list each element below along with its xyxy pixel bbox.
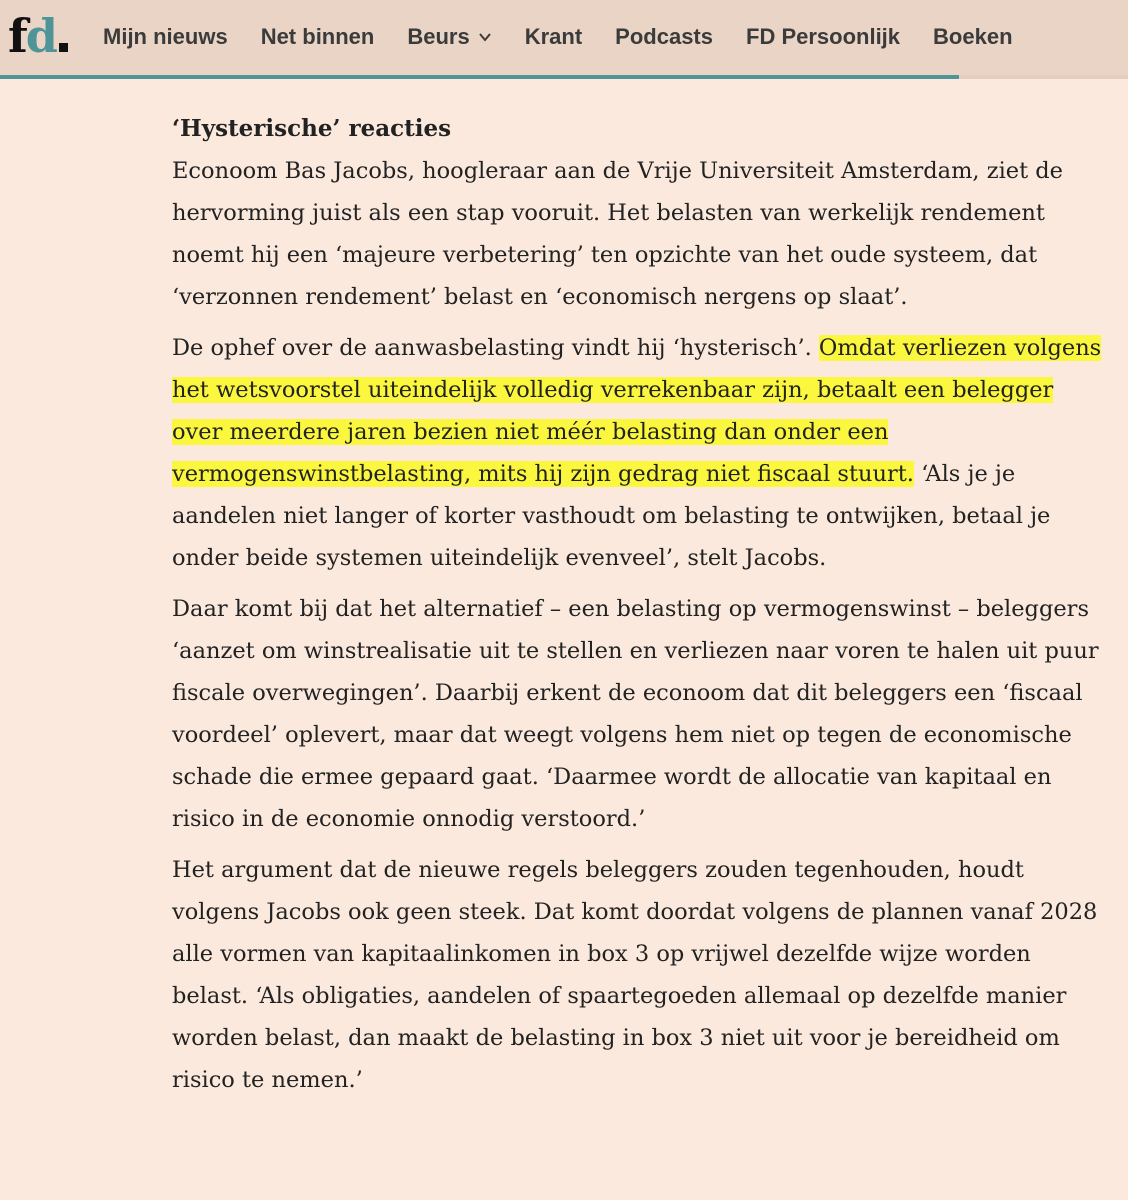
main-nav bbox=[103, 20, 1046, 54]
article-paragraph: Het argument dat de nieuwe regels beleggers zouden tegenhouden, houdt volgens Jacobs ook geen steek. Dat komt doordat volgens de plannen vanaf 2028 alle vormen van kapitaalinkomen in box 3 op vrijwel dezelfde wijze worden belast. ‘Als obligaties, aandelen of spaartegoeden allemaal op dezelfde manier worden belast, dan maakt de belasting in box 3 niet uit voor je bereidheid om risico te nemen.’ bbox=[172, 857, 1098, 1093]
nav-label: Mijn nieuws bbox=[103, 24, 228, 49]
reading-progress-track bbox=[0, 75, 1128, 79]
article-paragraph: Econoom Bas Jacobs, hoogleraar aan de Vrije Universiteit Amsterdam, ziet de hervorming juist als een stap vooruit. Het belasten van werkelijk rendement noemt hij een ‘majeure verbetering’ ten opzichte van het oude systeem, dat ‘verzonnen rendement’ belast en ‘economisch nergens op slaat’. bbox=[172, 158, 1064, 310]
paragraph-text: De ophef over de aanwasbelasting vindt hij ‘hysterisch’. bbox=[172, 335, 819, 361]
nav-label: Beurs bbox=[407, 24, 470, 49]
nav-label: FD Persoonlijk bbox=[746, 24, 901, 49]
logo-letter-f: f bbox=[8, 9, 26, 63]
nav-item-krant[interactable] bbox=[525, 24, 582, 50]
nav-label: Boeken bbox=[933, 24, 1013, 49]
article-body bbox=[172, 108, 1102, 1110]
section-heading: ‘Hysterische’ reacties bbox=[172, 115, 452, 142]
nav-item-net-binnen[interactable] bbox=[261, 24, 375, 50]
reading-progress-fill bbox=[0, 75, 959, 79]
logo-dot bbox=[59, 43, 68, 52]
nav-label: Krant bbox=[524, 24, 583, 49]
article-paragraph: Daar komt bij dat het alternatief – een belasting op vermogenswinst – beleggers ‘aanzet om winstrealisatie uit te stellen en verliezen naar voren te halen uit puur fiscale overwegingen’. Daarbij erkent de econoom dat dit beleggers een ‘fiscaal voordeel’ oplevert, maar dat weegt volgens hem niet op tegen de economische schade die ermee gepaard gaat. ‘Daarmee wordt de allocatie van kapitaal en risico in de economie onnodig verstoord.’ bbox=[172, 596, 1099, 832]
fd-logo[interactable] bbox=[8, 8, 68, 64]
nav-item-podcasts[interactable] bbox=[615, 24, 713, 50]
chevron-down-icon bbox=[478, 30, 492, 44]
nav-item-fd-persoonlijk[interactable] bbox=[746, 24, 900, 50]
paragraph-text: ‘Als je je aandelen niet langer of korter vasthoudt om belasting te ontwijken, betaal je onder beide systemen uiteindelijk evenveel’, stelt Jacobs. bbox=[172, 461, 1051, 571]
logo-letter-d: d bbox=[25, 9, 56, 63]
nav-item-boeken[interactable] bbox=[933, 24, 1012, 50]
nav-label: Net binnen bbox=[260, 24, 375, 49]
nav-item-beurs[interactable] bbox=[407, 24, 491, 50]
top-navigation-bar bbox=[0, 0, 1128, 76]
nav-item-mijn-nieuws[interactable] bbox=[103, 24, 228, 50]
nav-label: Podcasts bbox=[615, 24, 713, 49]
highlighted-text: Omdat verliezen volgens het wetsvoorstel uiteindelijk volledig verrekenbaar zijn, betaalt een belegger over meerdere jaren bezien niet méér belasting dan onder een vermogenswinstbelasting, mits hij zijn gedrag niet fiscaal stuurt. bbox=[172, 335, 1102, 487]
article-paragraph bbox=[172, 327, 1102, 579]
